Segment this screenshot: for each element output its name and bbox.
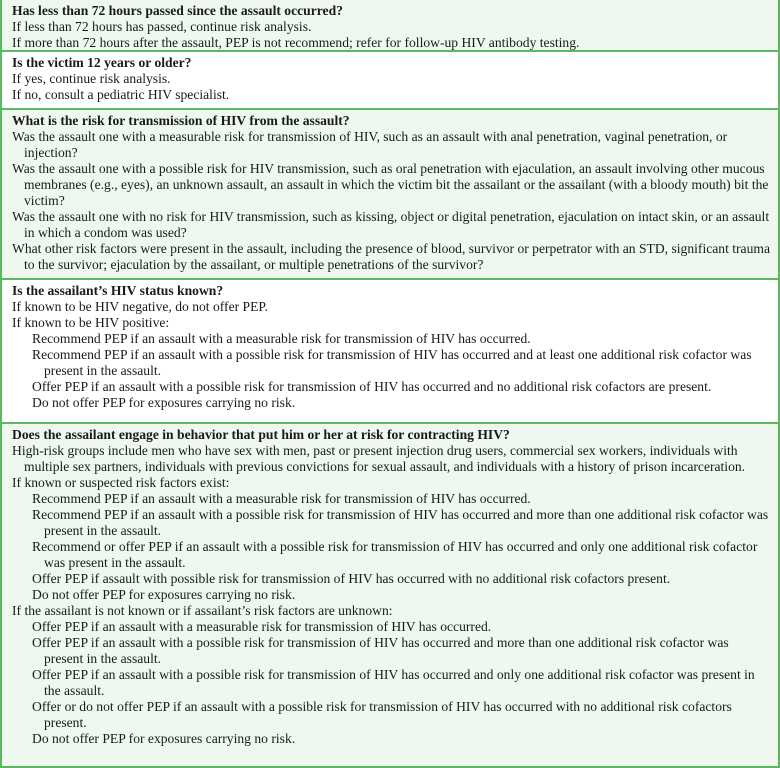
section-line: Was the assault one with no risk for HIV transmission, such as kissing, object or digital penetration, ejaculation on intact skin, or an assault in which a condom was used? bbox=[12, 209, 770, 240]
section-heading: Is the victim 12 years or older? bbox=[12, 55, 192, 70]
known-risk-item: Offer PEP if assault with possible risk for transmission of HIV has occurred with no additional risk cofactors present. bbox=[32, 571, 671, 586]
section-transmission-risk bbox=[2, 110, 778, 280]
known-risk-item: Recommend PEP if an assault with a possible risk for transmission of HIV has occurred and more than one additional risk cofactor was present in the assault. bbox=[32, 507, 769, 538]
section-assailant-behavior bbox=[2, 424, 778, 766]
section-line: If more than 72 hours after the assault, PEP is not recommend; refer for follow-up HIV antibody testing. bbox=[12, 35, 580, 50]
section-line: If less than 72 hours has passed, continue risk analysis. bbox=[12, 19, 312, 34]
section-line: If known to be HIV positive: bbox=[12, 315, 170, 330]
unknown-risk-label: If the assailant is not known or if assailant’s risk factors are unknown: bbox=[12, 603, 393, 618]
section-line: If no, consult a pediatric HIV specialist. bbox=[12, 87, 230, 102]
known-risk-item: Recommend or offer PEP if an assault with a possible risk for transmission of HIV has occurred and only one additional risk cofactor was present in the assault. bbox=[32, 539, 758, 570]
known-risk-item: Do not offer PEP for exposures carrying no risk. bbox=[32, 587, 296, 602]
section-subline: Recommend PEP if an assault with a possible risk for transmission of HIV has occurred and at least one additional risk cofactor was present in the assault. bbox=[32, 347, 752, 378]
section-subline: Offer PEP if an assault with a possible risk for transmission of HIV has occurred and no additional risk cofactors are present. bbox=[32, 379, 712, 394]
section-victim-age bbox=[2, 52, 778, 110]
section-heading: Does the assailant engage in behavior that put him or her at risk for contracting HIV? bbox=[12, 427, 510, 442]
unknown-risk-item: Offer PEP if an assault with a measurable risk for transmission of HIV has occurred. bbox=[32, 619, 492, 634]
section-line: If known to be HIV negative, do not offer PEP. bbox=[12, 299, 268, 314]
section-line: What other risk factors were present in the assault, including the presence of blood, survivor or perpetrator with an STD, significant trauma to the survivor; ejaculation by the assailant, or multiple penetrations of the survivor? bbox=[12, 241, 770, 272]
section-heading: Has less than 72 hours passed since the assault occurred? bbox=[12, 3, 343, 18]
unknown-risk-item: Do not offer PEP for exposures carrying no risk. bbox=[32, 731, 296, 746]
section-line: Was the assault one with a measurable risk for transmission of HIV, such as an assault with anal penetration, vaginal penetration, or injection? bbox=[12, 129, 728, 160]
section-line: If yes, continue risk analysis. bbox=[12, 71, 171, 86]
section-heading: Is the assailant’s HIV status known? bbox=[12, 283, 224, 298]
section-subline: Recommend PEP if an assault with a measurable risk for transmission of HIV has occurred. bbox=[32, 331, 531, 346]
known-risk-label: If known or suspected risk factors exist: bbox=[12, 475, 230, 490]
section-heading: What is the risk for transmission of HIV from the assault? bbox=[12, 113, 350, 128]
section-assailant-hiv-status bbox=[2, 280, 778, 424]
section-time-since-assault bbox=[2, 0, 778, 52]
unknown-risk-item: Offer PEP if an assault with a possible risk for transmission of HIV has occurred and only one additional risk cofactor was present in the assault. bbox=[32, 667, 755, 698]
unknown-risk-item: Offer PEP if an assault with a possible risk for transmission of HIV has occurred and more than one additional risk cofactor was present in the assault. bbox=[32, 635, 729, 666]
high-risk-groups-text: High-risk groups include men who have sex with men, past or present injection drug users, commercial sex workers, individuals with multiple sex partners, individuals with previous convictions for sexual assault, and individuals with a history of prison incarceration. bbox=[12, 443, 746, 474]
section-subline: Do not offer PEP for exposures carrying no risk. bbox=[32, 395, 296, 410]
known-risk-item: Recommend PEP if an assault with a measurable risk for transmission of HIV has occurred. bbox=[32, 491, 531, 506]
section-line: Was the assault one with a possible risk for HIV transmission, such as oral penetration with ejaculation, an assault involving other mucous membranes (e.g., eyes), an unknown assault, an assault in which the victim bit the assailant or the assailant (with a bloody mouth) bit the victim? bbox=[12, 161, 769, 208]
unknown-risk-item: Offer or do not offer PEP if an assault with a possible risk for transmission of HIV has occurred with no additional risk cofactors present. bbox=[32, 699, 732, 730]
